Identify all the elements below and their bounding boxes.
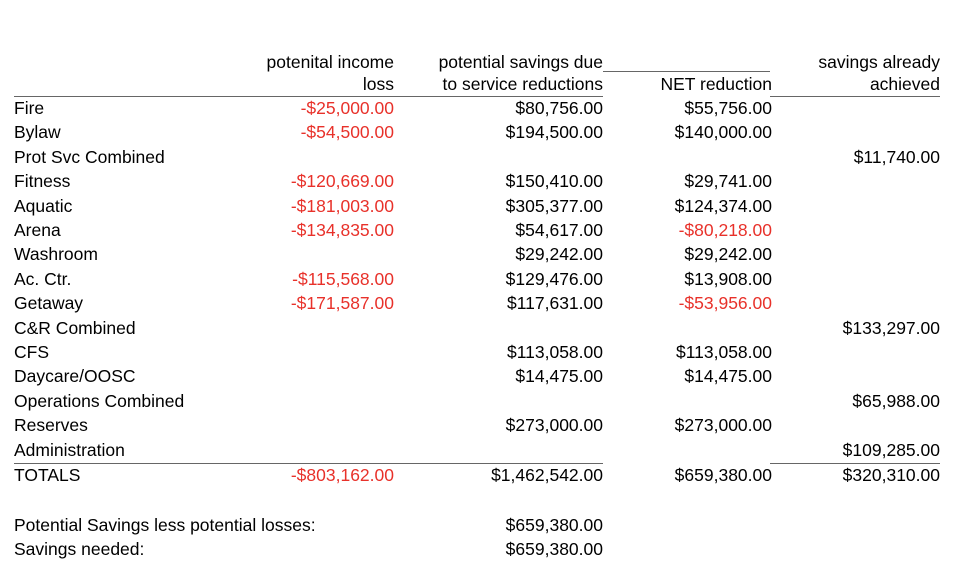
cell-net-reduction: $113,058.00 [675, 342, 772, 362]
header-income-loss [267, 51, 394, 95]
cell-net-reduction: $13,908.00 [684, 268, 772, 289]
row-label: Operations Combined [14, 390, 185, 411]
cell-net-reduction: $14,475.00 [684, 366, 772, 387]
net-header-top-rule [603, 71, 770, 72]
cell-net-reduction: $273,000.00 [674, 415, 772, 436]
cell-savings: $14,475.00 [515, 366, 603, 387]
header-already-achieved-line1: savings already [818, 52, 940, 72]
summary-label: Potential Savings less potential losses: [14, 515, 316, 535]
cell-savings: $29,242.00 [515, 244, 603, 265]
summary-value: $659,380.00 [505, 539, 603, 559]
cell-savings-achieved: $11,740.00 [853, 146, 940, 167]
cell-savings-achieved: $133,297.00 [842, 317, 940, 338]
cell-income-loss: -$171,587.00 [290, 293, 394, 314]
table-row [0, 291, 960, 315]
table-row [0, 267, 960, 291]
header-savings-due [439, 51, 603, 95]
totals-net: $659,380.00 [674, 465, 772, 485]
cell-net-reduction: $29,242.00 [684, 244, 772, 265]
table-row [0, 145, 960, 169]
summary-label: Savings needed: [14, 539, 145, 559]
table-row [0, 169, 960, 193]
table-row [0, 194, 960, 218]
table-row [0, 218, 960, 242]
header-already-achieved [818, 51, 940, 95]
cell-savings: $129,476.00 [505, 268, 603, 289]
row-label: Ac. Ctr. [14, 268, 72, 289]
table-row [0, 340, 960, 364]
row-label: Administration [14, 439, 125, 460]
cell-savings: $54,617.00 [515, 220, 603, 240]
cell-savings: $273,000.00 [505, 415, 603, 436]
table-row [0, 242, 960, 266]
table-row [0, 96, 960, 120]
cell-savings-achieved: $109,285.00 [842, 439, 940, 460]
cell-net-reduction: -$53,956.00 [678, 293, 772, 314]
cell-net-reduction: $124,374.00 [674, 195, 772, 216]
cell-income-loss: -$134,835.00 [290, 220, 394, 240]
totals-income-loss: -$803,162.00 [290, 465, 394, 485]
table-row [0, 120, 960, 144]
cell-net-reduction: -$80,218.00 [678, 220, 772, 240]
header-savings-due-line2: to service reductions [442, 74, 603, 94]
table-row [0, 413, 960, 437]
row-label: Bylaw [14, 122, 61, 143]
totals-savings: $1,462,542.00 [491, 465, 603, 485]
totals-row [0, 463, 960, 487]
table-row [0, 316, 960, 340]
row-label: Aquatic [14, 195, 73, 216]
header-income-loss-line2: loss [362, 74, 394, 94]
row-label: CFS [14, 342, 49, 362]
cell-income-loss: -$54,500.00 [300, 122, 394, 143]
table-row [0, 438, 960, 462]
cell-savings-achieved: $65,988.00 [852, 390, 940, 411]
cell-savings: $150,410.00 [505, 171, 603, 192]
cell-income-loss: -$120,669.00 [290, 171, 394, 192]
totals-achieved: $320,310.00 [842, 465, 940, 485]
table-row [0, 364, 960, 388]
row-label: Fitness [14, 171, 71, 192]
cell-savings: $113,058.00 [506, 342, 603, 362]
cell-savings: $194,500.00 [505, 122, 603, 143]
row-label: Fire [14, 98, 45, 118]
cell-net-reduction: $140,000.00 [674, 122, 772, 143]
row-label: Prot Svc Combined [14, 146, 165, 167]
cell-net-reduction: $55,756.00 [684, 98, 772, 118]
row-label: Arena [14, 220, 61, 240]
row-label: Washroom [14, 244, 98, 265]
row-label: C&R Combined [14, 317, 136, 338]
cell-income-loss: -$25,000.00 [300, 98, 394, 118]
cell-income-loss: -$181,003.00 [290, 195, 394, 216]
cell-savings: $305,377.00 [505, 195, 603, 216]
header-savings-due-line1: potential savings due [438, 52, 603, 72]
row-label: Daycare/OOSC [14, 366, 136, 387]
header-income-loss-line1: potenital income [266, 52, 394, 72]
totals-label: TOTALS [14, 465, 81, 485]
cell-savings: $80,756.00 [515, 98, 603, 118]
cell-income-loss: -$115,568.00 [292, 268, 394, 289]
header-already-achieved-line2: achieved [869, 74, 940, 94]
summary-value: $659,380.00 [505, 515, 603, 535]
cell-savings: $117,631.00 [506, 293, 603, 314]
row-label: Getaway [14, 293, 84, 314]
header-net-reduction: NET reduction [660, 74, 772, 94]
row-label: Reserves [14, 415, 88, 436]
summary-row-savings-needed [0, 537, 960, 561]
summary-row-savings-less-losses [0, 513, 960, 537]
cell-net-reduction: $29,741.00 [684, 171, 772, 192]
table-row [0, 389, 960, 413]
